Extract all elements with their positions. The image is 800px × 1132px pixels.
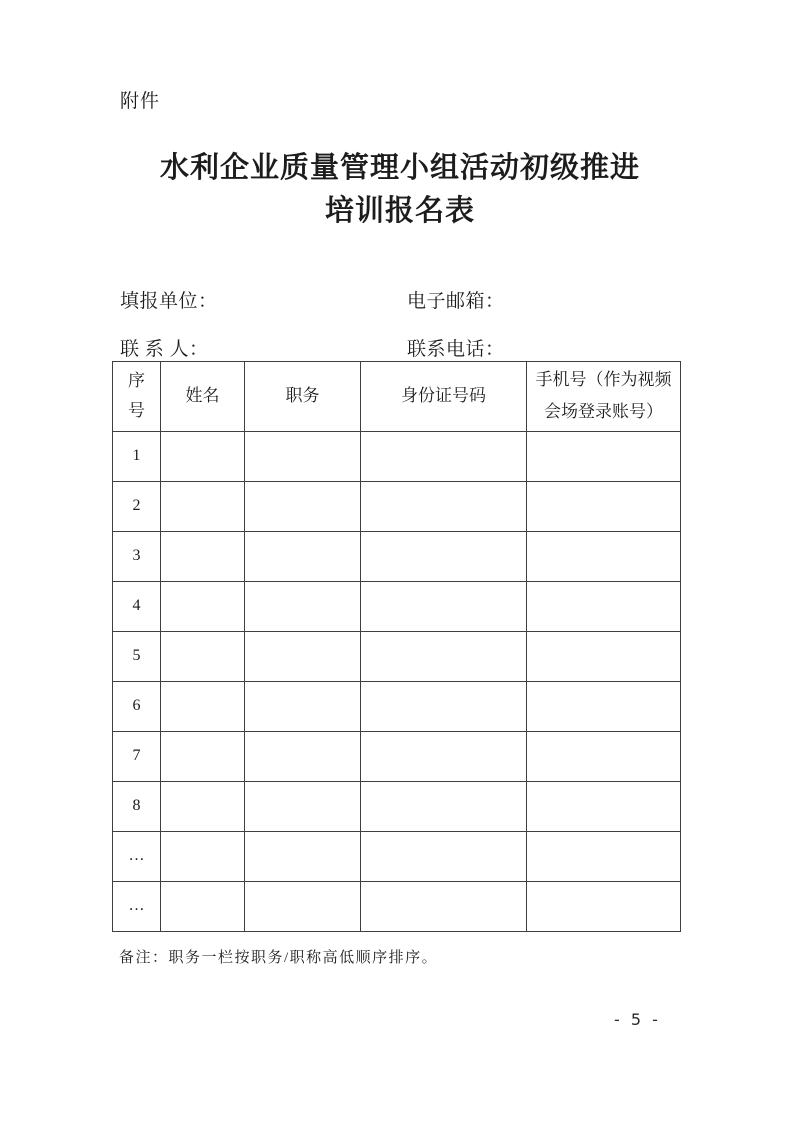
cell-mobile	[527, 581, 681, 631]
cell-id-number	[361, 781, 527, 831]
cell-position	[245, 481, 361, 531]
cell-mobile	[527, 731, 681, 781]
attachment-label: 附件	[120, 91, 161, 112]
cell-id-number	[361, 831, 527, 881]
field-label-email: 电子邮箱：	[407, 291, 505, 312]
cell-index: 2	[113, 481, 161, 531]
cell-id-number	[361, 881, 527, 931]
registration-table	[112, 361, 681, 932]
table-row	[113, 631, 681, 681]
cell-mobile	[527, 481, 681, 531]
cell-id-number	[361, 531, 527, 581]
cell-id-number	[361, 431, 527, 481]
cell-mobile	[527, 631, 681, 681]
cell-index: 8	[113, 781, 161, 831]
cell-mobile	[527, 531, 681, 581]
cell-index: 5	[113, 631, 161, 681]
document-title	[0, 147, 800, 233]
cell-index: …	[113, 881, 161, 931]
table-row	[113, 681, 681, 731]
cell-position	[245, 881, 361, 931]
header-index	[113, 362, 161, 432]
table-row	[113, 481, 681, 531]
header-index-label: 序号	[128, 370, 145, 420]
cell-index: 6	[113, 681, 161, 731]
header-name: 姓名	[161, 362, 245, 432]
cell-mobile	[527, 881, 681, 931]
cell-name	[161, 581, 245, 631]
table-row	[113, 831, 681, 881]
field-label-contact-phone: 联系电话：	[407, 339, 505, 360]
title-line-1: 水利企业质量管理小组活动初级推进	[159, 152, 640, 184]
header-position: 职务	[245, 362, 361, 432]
cell-name	[161, 831, 245, 881]
header-id-number: 身份证号码	[361, 362, 527, 432]
cell-name	[161, 781, 245, 831]
cell-position	[245, 781, 361, 831]
cell-name	[161, 881, 245, 931]
table-row	[113, 431, 681, 481]
cell-position	[245, 681, 361, 731]
cell-id-number	[361, 631, 527, 681]
cell-id-number	[361, 481, 527, 531]
cell-index: 4	[113, 581, 161, 631]
header-mobile: 手机号（作为视频会场登录账号）	[527, 362, 681, 432]
cell-position	[245, 431, 361, 481]
cell-id-number	[361, 581, 527, 631]
cell-position	[245, 581, 361, 631]
table-row	[113, 581, 681, 631]
cell-index: 3	[113, 531, 161, 581]
cell-name	[161, 631, 245, 681]
table-row	[113, 731, 681, 781]
cell-mobile	[527, 831, 681, 881]
cell-mobile	[527, 681, 681, 731]
cell-index: 1	[113, 431, 161, 481]
note-text: 备注：职务一栏按职务/职称高低顺序排序。	[119, 950, 439, 966]
cell-name	[161, 731, 245, 781]
cell-name	[161, 531, 245, 581]
cell-index: …	[113, 831, 161, 881]
cell-mobile	[527, 431, 681, 481]
cell-index: 7	[113, 731, 161, 781]
table-row	[113, 531, 681, 581]
table-row	[113, 781, 681, 831]
cell-id-number	[361, 681, 527, 731]
cell-mobile	[527, 781, 681, 831]
cell-id-number	[361, 731, 527, 781]
field-label-contact-person: 联 系 人：	[120, 339, 209, 360]
cell-position	[245, 831, 361, 881]
cell-position	[245, 631, 361, 681]
field-label-reporting-unit: 填报单位：	[120, 291, 218, 312]
cell-position	[245, 531, 361, 581]
table-header-row	[113, 362, 681, 432]
cell-name	[161, 431, 245, 481]
cell-name	[161, 481, 245, 531]
page-number: - 5 -	[614, 1010, 661, 1029]
cell-position	[245, 731, 361, 781]
table-row	[113, 881, 681, 931]
cell-name	[161, 681, 245, 731]
title-line-2: 培训报名表	[324, 195, 475, 227]
